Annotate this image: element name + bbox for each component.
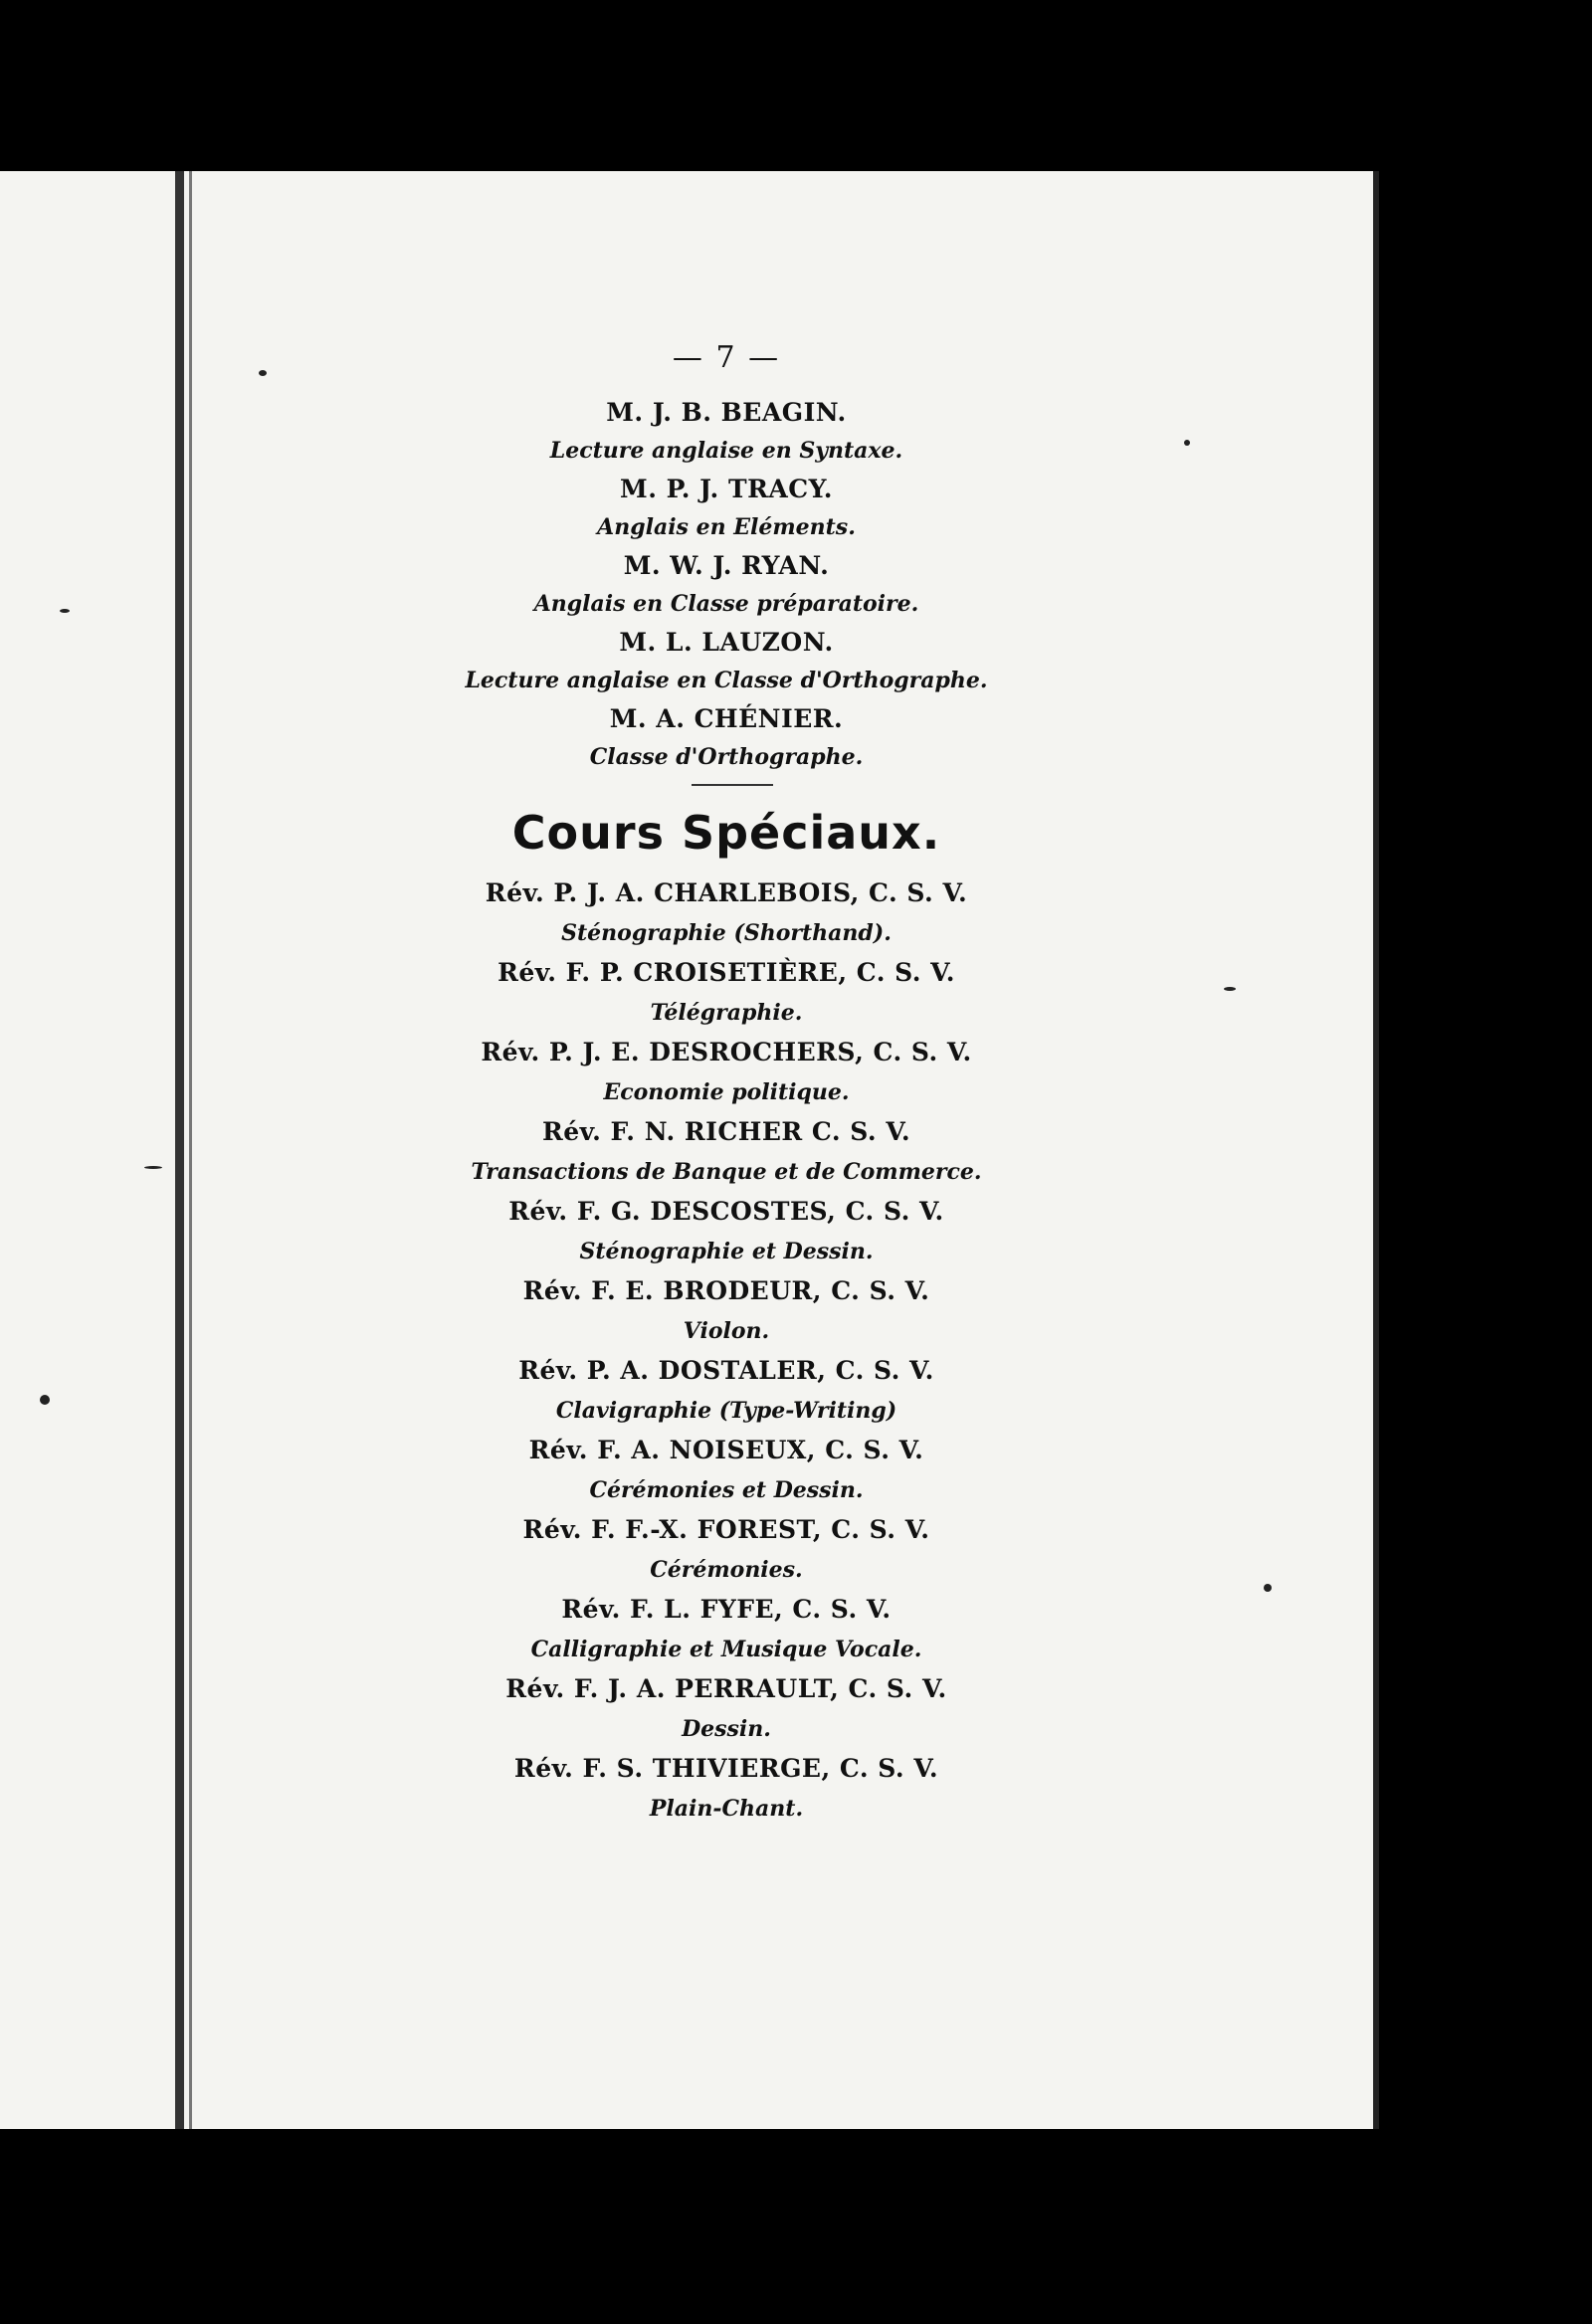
page-content <box>378 340 1075 1829</box>
course-subject: Lecture anglaise en Syntaxe. <box>549 438 903 464</box>
teacher-name: Rév. P. J. E. DESROCHERS, C. S. V. <box>481 1038 972 1066</box>
faculty-list <box>378 393 1075 776</box>
teacher-name: M. P. J. TRACY. <box>620 475 833 503</box>
special-course-entry <box>378 1749 1075 1829</box>
course-subject: Cérémonies. <box>650 1557 803 1583</box>
teacher-name: Rév. F. N. RICHER C. S. V. <box>541 1117 911 1146</box>
course-subject: Classe d'Orthographe. <box>589 744 864 770</box>
binding-edge-inner <box>189 171 192 2129</box>
course-subject: Calligraphie et Musique Vocale. <box>530 1637 922 1662</box>
scan-speck <box>1224 987 1236 991</box>
course-subject: Lecture anglaise en Classe d'Orthographe. <box>465 668 988 693</box>
course-subject: Dessin. <box>682 1716 771 1742</box>
teacher-name: M. A. CHÉNIER. <box>609 704 844 733</box>
course-subject: Violon. <box>683 1318 770 1344</box>
special-course-entry <box>378 1669 1075 1749</box>
course-subject: Anglais en Eléments. <box>597 514 856 540</box>
course-subject: Economie politique. <box>603 1079 850 1105</box>
scan-speck <box>1184 440 1190 446</box>
scan-speck <box>259 370 267 376</box>
teacher-name: Rév. F. L. FYFE, C. S. V. <box>561 1595 892 1624</box>
course-subject: Sténographie et Dessin. <box>579 1239 874 1264</box>
special-course-entry <box>378 873 1075 953</box>
teacher-name: Rév. F. A. NOISEUX, C. S. V. <box>528 1436 924 1464</box>
faculty-entry <box>378 393 1075 470</box>
teacher-name: Rév. F. F.-X. FOREST, C. S. V. <box>522 1515 930 1544</box>
teacher-name: Rév. F. J. A. PERRAULT, C. S. V. <box>505 1674 947 1703</box>
course-subject: Sténographie (Shorthand). <box>561 920 892 946</box>
special-course-entry <box>378 1112 1075 1192</box>
special-course-entry <box>378 1510 1075 1590</box>
section-divider <box>692 784 773 786</box>
special-course-entry <box>378 1351 1075 1431</box>
faculty-entry <box>378 470 1075 546</box>
page-right-edge <box>1373 171 1379 2129</box>
binding-edge <box>175 171 184 2129</box>
course-subject: Cérémonies et Dessin. <box>589 1477 864 1503</box>
scanned-page <box>0 171 1379 2129</box>
special-course-entry <box>378 1192 1075 1271</box>
special-course-entry <box>378 953 1075 1033</box>
section-heading: Cours Spéciaux. <box>511 806 941 860</box>
teacher-name: Rév. F. P. CROISETIÈRE, C. S. V. <box>498 958 955 987</box>
teacher-name: Rév. F. S. THIVIERGE, C. S. V. <box>513 1754 939 1783</box>
faculty-entry <box>378 699 1075 776</box>
course-subject: Plain-Chant. <box>649 1796 804 1822</box>
teacher-name: M. J. B. BEAGIN. <box>606 398 847 427</box>
course-subject: Anglais en Classe préparatoire. <box>533 591 919 617</box>
special-course-entry <box>378 1033 1075 1112</box>
course-subject: Transactions de Banque et de Commerce. <box>471 1159 982 1185</box>
faculty-entry <box>378 546 1075 623</box>
scan-speck <box>40 1395 50 1405</box>
page-number: — 7 — <box>672 340 781 375</box>
course-subject: Clavigraphie (Type-Writing) <box>555 1398 897 1424</box>
special-course-entry <box>378 1431 1075 1510</box>
scan-speck <box>144 1166 162 1169</box>
teacher-name: M. L. LAUZON. <box>619 628 834 657</box>
section-divider-wrap <box>378 776 1075 798</box>
scan-speck <box>60 609 70 613</box>
special-courses-list <box>378 873 1075 1829</box>
special-course-entry <box>378 1271 1075 1351</box>
teacher-name: M. W. J. RYAN. <box>623 551 830 580</box>
teacher-name: Rév. F. E. BRODEUR, C. S. V. <box>522 1276 930 1305</box>
teacher-name: Rév. P. A. DOSTALER, C. S. V. <box>518 1356 934 1385</box>
course-subject: Télégraphie. <box>650 1000 803 1026</box>
scan-speck <box>1264 1584 1272 1592</box>
teacher-name: Rév. P. J. A. CHARLEBOIS, C. S. V. <box>485 878 968 907</box>
faculty-entry <box>378 623 1075 699</box>
teacher-name: Rév. F. G. DESCOSTES, C. S. V. <box>508 1197 944 1226</box>
special-course-entry <box>378 1590 1075 1669</box>
